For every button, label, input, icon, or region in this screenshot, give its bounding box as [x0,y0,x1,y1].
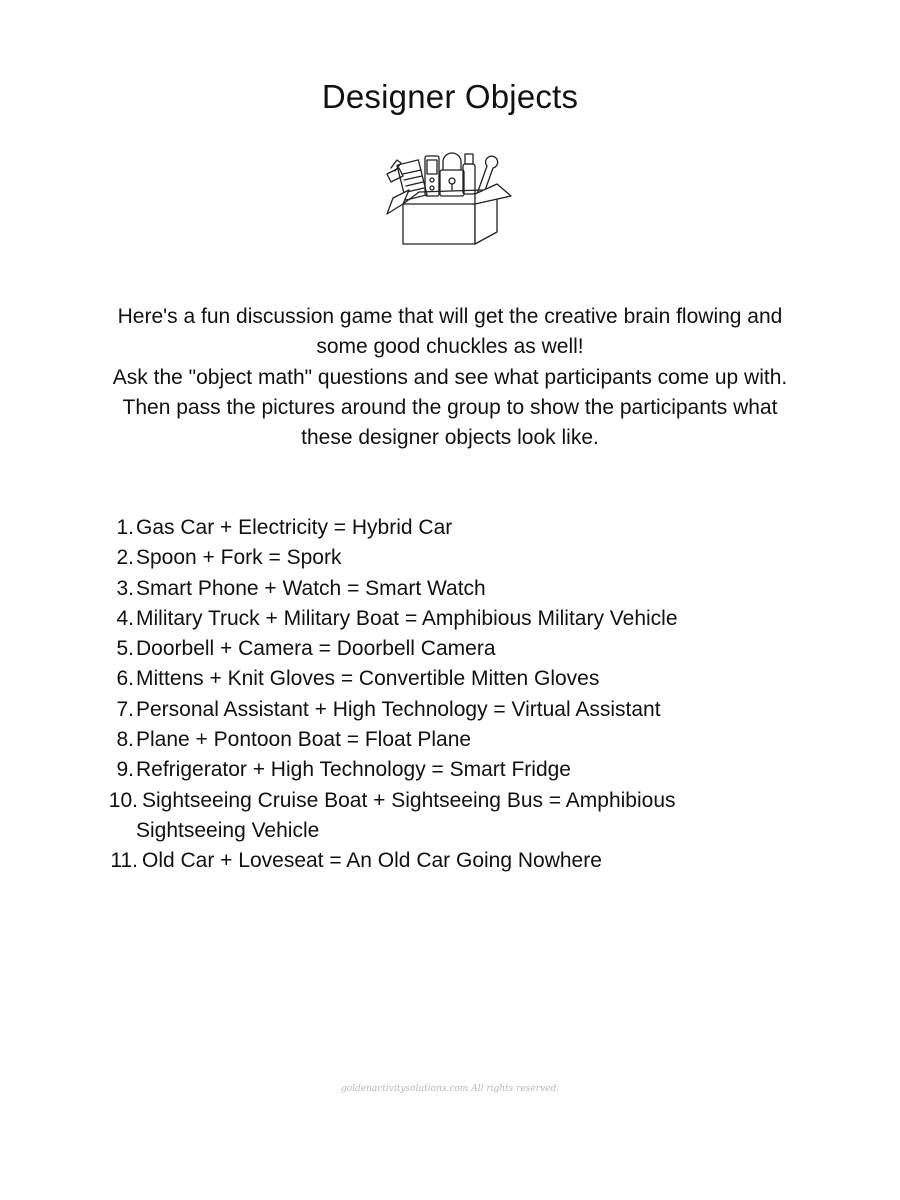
list-item-text: Personal Assistant + High Technology = Virtual Assistant [136,697,661,721]
list-item-text: Mittens + Knit Gloves = Convertible Mitten Gloves [136,667,600,691]
list-item-text: Refrigerator + High Technology = Smart Fridge [136,758,571,782]
page-title: Designer Objects [321,78,579,115]
intro-paragraph: Here's a fun discussion game that will get the creative brain flowing and some good chuckles as well! [117,305,783,359]
list-item-text: Spoon + Fork = Spork [136,546,342,570]
intro-paragraph: Then pass the pictures around the group to show the participants what these designer objects look like. [122,395,778,450]
list-item-text: Plane + Pontoon Boat = Float Plane [136,728,472,752]
list-item [100,786,750,847]
list-number: 3. [116,576,134,600]
list-number: 2. [116,546,134,570]
list-item-text: Sightseeing Cruise Boat + Sightseeing Bus = Amphibious Sightseeing Vehicle [136,788,676,842]
list-number: 5. [116,637,134,661]
list-item [100,574,750,604]
list-number: 6. [116,667,134,691]
list-item [100,725,750,755]
list-number: 9. [116,758,134,782]
list-number: 10. [108,788,138,812]
list-item [100,634,750,664]
list-item [100,513,750,543]
list-item-text: Smart Phone + Watch = Smart Watch [136,576,486,600]
list-item-text: Doorbell + Camera = Doorbell Camera [136,637,496,661]
intro-text [100,302,800,453]
list-number: 1. [116,516,134,539]
list-item-text: Military Truck + Military Boat = Amphibious Military Vehicle [136,606,678,630]
list-item-text: Old Car + Loveseat = An Old Car Going Nowhere [142,849,602,873]
list-number: 4. [116,606,134,630]
list-number: 8. [116,728,134,752]
list-item [100,846,750,876]
list-number: 11. [110,849,138,873]
cardboard-box [387,184,511,244]
box-of-gadgets-icon [379,148,519,248]
list-item [100,543,750,573]
list-item [100,695,750,725]
intro-paragraph: Ask the "object math" questions and see what participants come up with. [112,365,788,389]
list-item [100,664,750,694]
list-number: 7. [116,697,134,721]
list-item-text: Gas Car + Electricity = Hybrid Car [136,516,453,539]
list-item [100,755,750,785]
list-item [100,604,750,634]
object-math-list [100,513,750,877]
copyright-footer: goldenactivitysolutions.com All rights reserved. [340,1084,560,1094]
